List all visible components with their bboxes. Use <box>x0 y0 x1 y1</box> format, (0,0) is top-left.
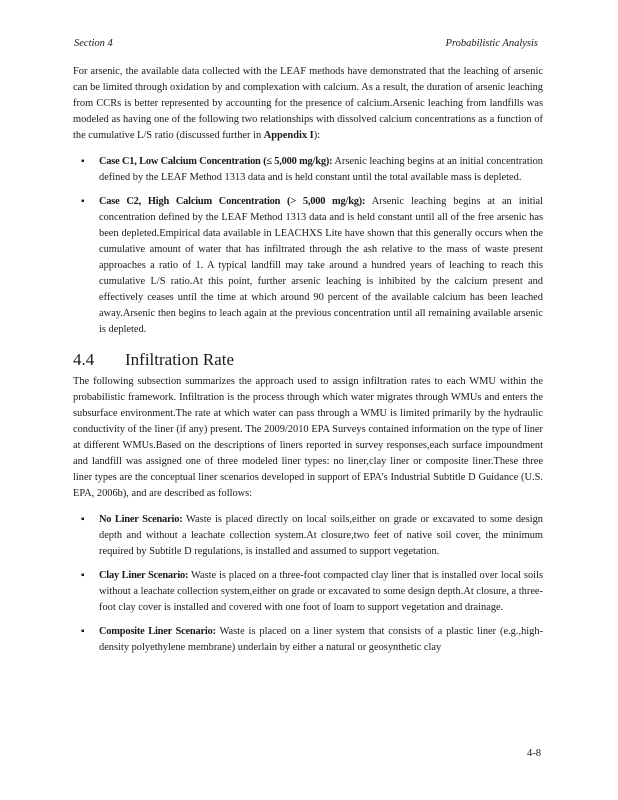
list-item <box>73 568 543 616</box>
no-liner-text: Waste is placed directly on local soils,either on grade or excavated to some design depth and without a leachate collection system.At closure,two feet of native soil cover, the minimum required by Subtitle D regulations, is installed and assumed to support vegetation. <box>99 514 543 557</box>
infiltration-paragraph: The following subsection summarizes the approach used to assign infiltration rates to each WMU within the probabilistic framework. Infiltration is the process through which water migrates through WMUs and enters the subsurface environment.The rate at which water can pass through a WMU is limited primarily by the hydraulic conductivity of the liner (if any) present. The 2009/2010 EPA Surveys contained information on the type of liner at different WMUs.Based on the descriptions of liners reported in survey responses,each surface impoundment and landfill was assigned one of three modeled liner types: no liner,clay liner or composite liner.These three liner types are the conceptual liner scenarios developed in support of EPA’s Industrial Subtitle D Guidance (U.S. EPA, 2006b), and are described as follows: <box>73 376 543 499</box>
list-item <box>73 194 543 338</box>
page-number: 4-8 <box>527 748 541 759</box>
section-title: Infiltration Rate <box>125 350 235 369</box>
page-body <box>73 64 543 664</box>
bullet-icon: ▪ <box>81 570 85 581</box>
bullet-icon: ▪ <box>81 196 85 207</box>
list-item <box>73 624 543 656</box>
composite-liner-term: Composite Liner Scenario: <box>99 626 216 637</box>
bullet-icon: ▪ <box>81 626 85 637</box>
header-chapter-title: Probabilistic Analysis <box>445 38 538 49</box>
case-c1-text: Arsenic leaching begins at an initial concentration defined by the LEAF Method 1313 data and is held constant until the total available mass is depleted. <box>99 156 543 183</box>
case-c2-term: Case C2, High Calcium Concentration (> 5,000 mg/kg): <box>99 196 366 207</box>
clay-liner-text: Waste is placed on a three-foot compacted clay liner that is installed over local soils without a leachate collection system,either on grade or excavated to some design depth.At closure, a three-foot clay cover is installed and covered with one foot of loam to support vegetation and drainage. <box>99 570 543 613</box>
arsenic-paragraph <box>73 64 543 144</box>
case-c2-text: Arsenic leaching begins at an initial concentration defined by the LEAF Method 1313 data and is held constant until all of the free arsenic has been depleted.Empirical data available in LEACHXS Lite have shown that this generally occurs when the cumulative amount of water that has infiltrated through the ash relative to the mass of waste present approaches a ratio of 1. A typical landfill may take around a hundred years of leaching to reach this cumulative L/S ratio.At this point, further arsenic leaching is inhibited by the calcium present and effectively ceases until the time at which around 90 percent of the available calcium has been leached away.Arsenic then begins to leach again at the previous concentration until all remaining available arsenic is depleted. <box>99 196 544 335</box>
calcium-case-list <box>73 154 543 338</box>
bullet-icon: ▪ <box>81 514 85 525</box>
section-number: 4.4 <box>73 350 95 369</box>
bullet-icon: ▪ <box>81 156 85 167</box>
composite-liner-text: Waste is placed on a liner system that consists of a plastic liner (e.g.,high-density polyethylene membrane) underlain by either a natural or geosynthetic clay <box>99 626 543 653</box>
liner-scenario-list <box>73 512 543 656</box>
case-c1-term: Case C1, Low Calcium Concentration (≤ 5,000 mg/kg): <box>99 156 333 167</box>
arsenic-paragraph-end: ): <box>313 130 321 141</box>
section-heading <box>73 350 543 370</box>
list-item <box>73 512 543 560</box>
arsenic-paragraph-text: For arsenic, the available data collected with the LEAF methods have demonstrated that the leaching of arsenic can be limited through oxidation by and complexation with calcium. As a result, the duration of arsenic leaching from CCRs is better represented by accounting for the presence of calcium.Arsenic leaching from landfills was modeled as having one of the following two relationships with dissolved calcium concentrations as a function of the cumulative L/S ratio (discussed further in <box>73 66 543 141</box>
clay-liner-term: Clay Liner Scenario: <box>99 570 189 581</box>
header-section-label: Section 4 <box>74 38 113 49</box>
no-liner-term: No Liner Scenario: <box>99 514 183 525</box>
appendix-reference: Appendix I <box>263 130 314 141</box>
list-item <box>73 154 543 186</box>
